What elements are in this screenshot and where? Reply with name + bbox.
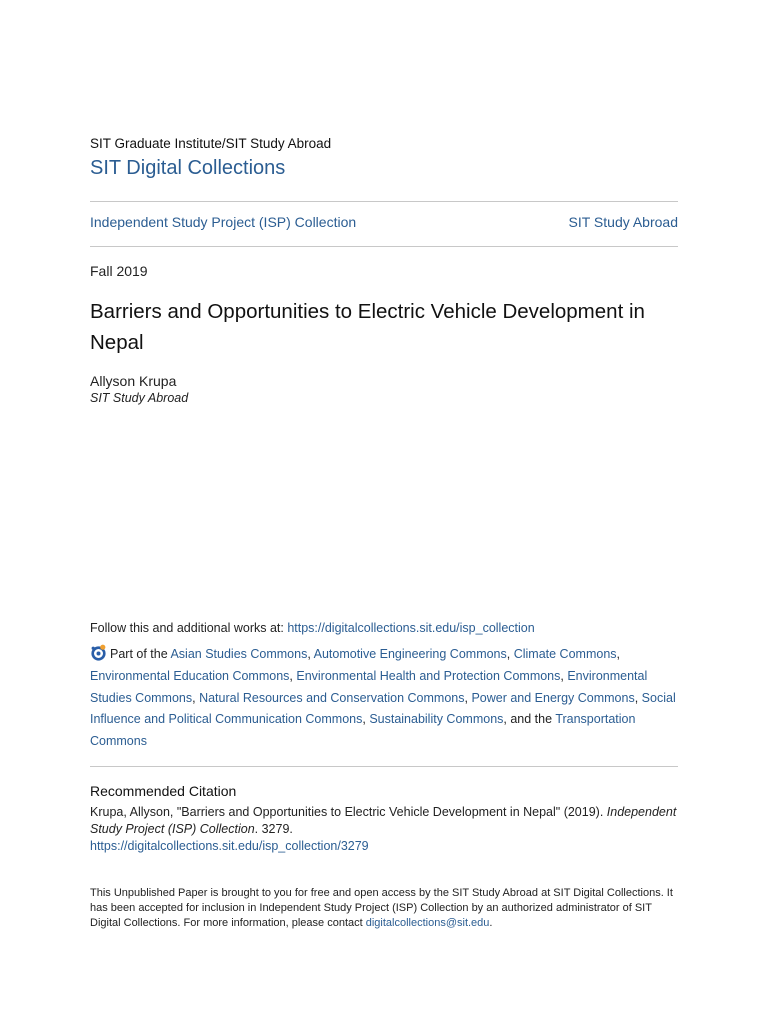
commons-link[interactable]: Environmental Studies Commons bbox=[90, 668, 648, 705]
publication-date: Fall 2019 bbox=[90, 263, 148, 279]
author-name: Allyson Krupa bbox=[90, 373, 177, 389]
citation-heading: Recommended Citation bbox=[90, 783, 237, 799]
commons-link[interactable]: Automotive Engineering Commons bbox=[313, 647, 507, 661]
citation-url-link[interactable]: https://digitalcollections.sit.edu/isp_collection/3279 bbox=[90, 839, 369, 853]
commons-link[interactable]: Natural Resources and Conservation Commons bbox=[199, 690, 465, 705]
collection-row bbox=[90, 214, 678, 230]
commons-link[interactable]: Climate Commons bbox=[513, 647, 617, 661]
follow-line bbox=[90, 621, 535, 635]
commons-separator: , bbox=[192, 690, 200, 705]
commons-separator: , bbox=[289, 668, 297, 683]
paper-title: Barriers and Opportunities to Electric Vehicle Development in Nepal bbox=[90, 300, 645, 354]
divider-top bbox=[90, 201, 678, 202]
commons-separator: , bbox=[616, 647, 621, 661]
commons-separator: , and the bbox=[503, 712, 556, 727]
follow-url-link[interactable]: https://digitalcollections.sit.edu/isp_collection bbox=[287, 621, 535, 635]
commons-separator: , bbox=[362, 712, 370, 727]
commons-list bbox=[90, 647, 676, 748]
divider-middle bbox=[90, 246, 678, 247]
footer-text: This Unpublished Paper is brought to you for free and open access by the SIT Study Abroad at SIT Digital Collections. It has been accepted for inclusion in Independent Study Project (ISP) Collection by an authorized administrator of SIT Digital Collections. For more information, please contact bbox=[90, 887, 673, 929]
commons-link[interactable]: Sustainability Commons bbox=[369, 712, 504, 727]
commons-link[interactable]: Environmental Education Commons bbox=[90, 668, 290, 683]
citation-plain: Krupa, Allyson, "Barriers and Opportunities to Electric Vehicle Development in Nepal" (2019). bbox=[90, 805, 607, 819]
follow-label: Follow this and additional works at: bbox=[90, 621, 288, 635]
footer-end: . bbox=[489, 917, 493, 929]
repository-link[interactable]: SIT Digital Collections bbox=[90, 157, 286, 179]
commons-separator: , bbox=[506, 647, 514, 661]
commons-link[interactable]: Social Influence and Political Communication Commons bbox=[90, 690, 676, 727]
commons-link[interactable]: Power and Energy Commons bbox=[471, 690, 635, 705]
author-affiliation: SIT Study Abroad bbox=[90, 391, 189, 405]
commons-link[interactable]: Environmental Health and Protection Commons bbox=[296, 668, 561, 683]
part-of-prefix: Part of the bbox=[110, 647, 171, 661]
footer-notice bbox=[90, 886, 680, 931]
sit-study-abroad-link[interactable]: SIT Study Abroad bbox=[568, 214, 678, 230]
commons-separator: , bbox=[464, 690, 472, 705]
commons-link[interactable]: Asian Studies Commons bbox=[170, 647, 308, 661]
citation-tail: . 3279. bbox=[254, 822, 293, 836]
citation-italic: Independent Study Project (ISP) Collection bbox=[90, 805, 677, 836]
isp-collection-link[interactable]: Independent Study Project (ISP) Collection bbox=[90, 214, 357, 230]
contact-email-link[interactable]: digitalcollections@sit.edu bbox=[365, 917, 490, 929]
divider-bottom bbox=[90, 766, 678, 767]
commons-link[interactable]: Transportation Commons bbox=[90, 712, 636, 749]
network-icon bbox=[90, 644, 107, 661]
institution-name: SIT Graduate Institute/SIT Study Abroad bbox=[90, 136, 332, 151]
commons-separator: , bbox=[307, 647, 314, 661]
commons-separator: , bbox=[560, 668, 568, 683]
commons-separator: , bbox=[634, 690, 642, 705]
part-of-commons bbox=[90, 644, 680, 753]
citation-text bbox=[90, 804, 680, 855]
